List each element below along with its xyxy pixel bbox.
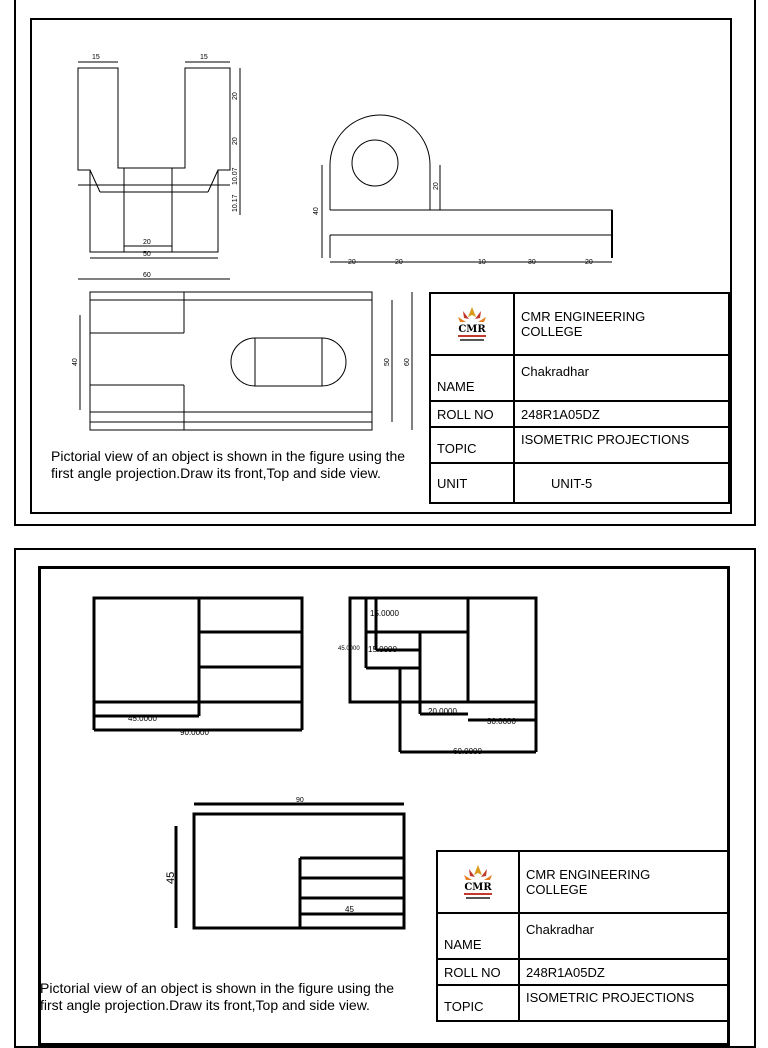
sheet-1-unit-value: UNIT-5 (514, 463, 729, 503)
sheet-1-topic-label: TOPIC (430, 427, 514, 463)
dim-top-60: 60 (404, 358, 411, 366)
sheet-1-roll-label: ROLL NO (430, 401, 514, 427)
s2-dim-90: 90.0000 (180, 728, 209, 737)
dim-side-20-c: 20 (585, 259, 593, 266)
sheet-1-unit-label: UNIT (430, 463, 514, 503)
sheet-2-name-value: Chakradhar (519, 913, 729, 959)
sheet-1-title-block (429, 292, 730, 504)
svg-text:CMR: CMR (458, 324, 486, 335)
dim-front-20-slot: 20 (143, 239, 151, 246)
dim-top-50: 50 (384, 358, 391, 366)
dim-front-10-17: 10.17 (232, 194, 239, 212)
s2-dim-30: 30.0000 (487, 717, 516, 726)
dim-side-20-a: 20 (348, 259, 356, 266)
dim-side-20-b: 20 (395, 259, 403, 266)
sheet-1-topic-value: ISOMETRIC PROJECTIONS (514, 427, 729, 463)
cmr-college-logo (458, 863, 498, 901)
sheet-2-roll-value: 248R1A05DZ (519, 959, 729, 985)
sheet-2-problem-statement (40, 980, 440, 1014)
dim-front-10-07: 10.07 (232, 167, 239, 185)
s2-dim-45: 45.0000 (128, 714, 157, 723)
s2-dim-60: 60.0000 (453, 747, 482, 756)
dim-side-40: 40 (313, 207, 320, 215)
sheet-2 (0, 540, 768, 1024)
dim-side-30: 30 (528, 259, 536, 266)
side-view-dimensions (313, 182, 593, 266)
s2-top-view (176, 804, 404, 928)
dim-front-50: 50 (143, 251, 151, 258)
sheet-1-prompt-line-1: Pictorial view of an object is shown in the figure using the (51, 448, 406, 464)
side-view (322, 115, 612, 262)
front-view-dimensions (92, 54, 239, 279)
front-view (78, 62, 240, 279)
s2-dim-15-mid: 15.0000 (368, 645, 397, 654)
sheet-2-title-block (436, 850, 730, 1022)
sheet-2-college-line-2: COLLEGE (526, 882, 588, 897)
svg-text:CMR: CMR (464, 882, 492, 893)
top-view (80, 292, 412, 430)
sheet-1-college-line-2: COLLEGE (521, 324, 583, 339)
dim-front-20-b: 20 (232, 137, 239, 145)
sheet-1-problem-statement (51, 448, 431, 482)
sheet-1-college-cell (514, 293, 729, 355)
dim-side-20-vert: 20 (433, 182, 440, 190)
sheet-2-roll-label: ROLL NO (437, 959, 519, 985)
cmr-college-logo (452, 305, 492, 343)
sheet-2-prompt-line-1: Pictorial view of an object is shown in the figure using the (40, 980, 395, 996)
sheet-2-logo-cell (437, 851, 519, 913)
s2-dim-15-top: 15.0000 (370, 609, 399, 618)
dim-front-15-left: 15 (92, 54, 100, 61)
sheet-1-name-label: NAME (430, 355, 514, 401)
s2-dim-45-left: 45.0000 (338, 646, 360, 652)
sheet-2-topic-value: ISOMETRIC PROJECTIONS (519, 985, 729, 1021)
dim-side-10: 10 (478, 259, 486, 266)
dim-front-20-a: 20 (232, 92, 239, 100)
s2-dim-90-top: 90 (296, 797, 304, 804)
sheet-1-roll-value: 248R1A05DZ (514, 401, 729, 427)
sheet-2-name-label: NAME (437, 913, 519, 959)
sheet-1-name-value: Chakradhar (514, 355, 729, 401)
sheet-1-college-line-1: CMR ENGINEERING (521, 309, 646, 324)
s2-dim-20: 20.0000 (428, 707, 457, 716)
dim-front-60: 60 (143, 272, 151, 279)
sheet-2-prompt-line-2: first angle projection.Draw its front,Top and side view. (40, 997, 370, 1013)
s2-front-view (94, 598, 302, 730)
sheet-2-topic-label: TOPIC (437, 985, 519, 1021)
sheet-2-college-line-1: CMR ENGINEERING (526, 867, 651, 882)
sheet-2-college-cell (519, 851, 729, 913)
top-view-dimensions (72, 358, 411, 366)
s2-dim-45-bottom: 45 (345, 905, 354, 914)
s2-dim-45-vert: 45 (165, 871, 177, 884)
dim-front-15-right: 15 (200, 54, 208, 61)
dim-top-40: 40 (72, 358, 79, 366)
sheet-1-prompt-line-2: first angle projection.Draw its front,Top and side view. (51, 465, 381, 481)
s2-side-view (350, 598, 536, 752)
sheet-1-logo-cell (430, 293, 514, 355)
